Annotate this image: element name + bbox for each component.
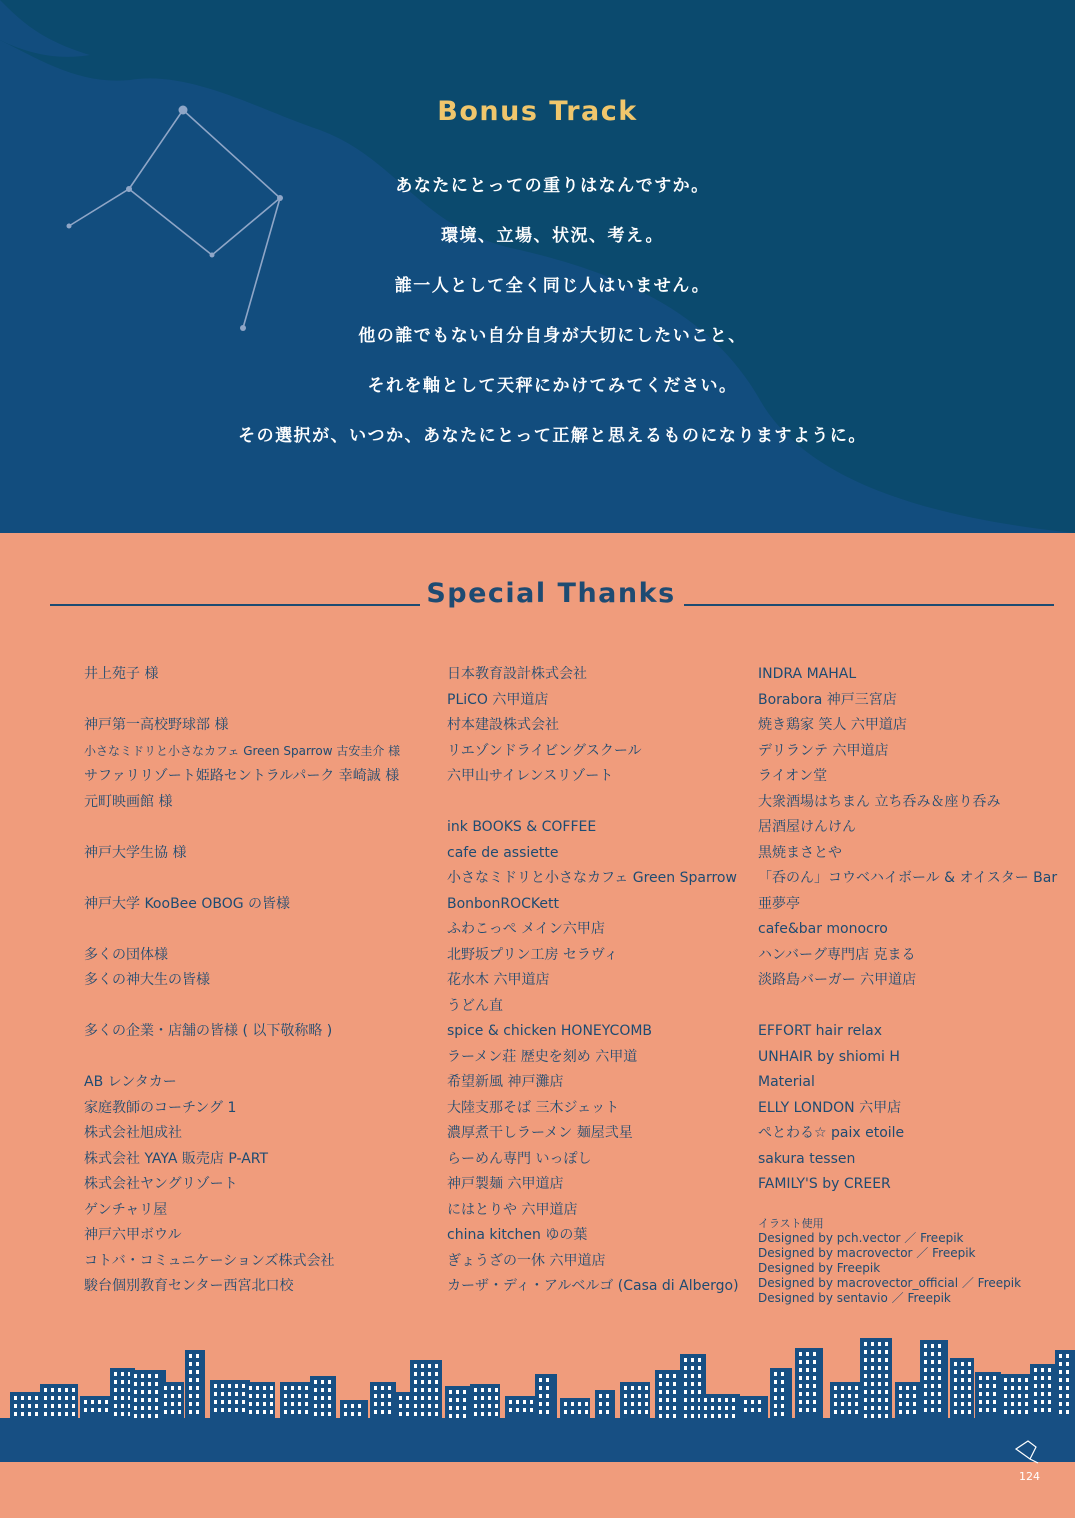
- credits-heading: イラスト使用: [758, 1217, 824, 1230]
- thanks-item: デリランテ 六甲道店: [758, 742, 889, 759]
- thanks-item: Material: [758, 1074, 815, 1090]
- thanks-item: 元町映画館 様: [84, 793, 173, 810]
- thanks-item: サファリリゾート姫路セントラルパーク 幸崎誠 様: [84, 768, 400, 784]
- page-number: 124: [1019, 1470, 1040, 1483]
- credit-line: Designed by pch.vector ／ Freepik: [758, 1231, 964, 1245]
- spacer: [758, 994, 1057, 1020]
- spacer: [84, 994, 400, 1020]
- thanks-column-2: [447, 662, 739, 1300]
- thanks-item: 神戸第一高校野球部 様: [84, 717, 229, 733]
- thanks-column-3: [758, 662, 1057, 1198]
- thanks-item: コトバ・コミュニケーションズ株式会社: [84, 1252, 335, 1269]
- message-line: 他の誰でもない自分自身が大切にしたいこと、: [358, 326, 747, 346]
- thanks-item: 井上苑子 様: [84, 666, 159, 682]
- illustration-credits: [758, 1216, 1021, 1306]
- thanks-item: 焼き鶏家 笑人 六甲道店: [758, 717, 907, 733]
- thanks-item: 駿台個別教育センター西宮北口校: [84, 1278, 294, 1294]
- credit-line: Designed by macrovector_official ／ Freepik: [758, 1276, 1022, 1290]
- thanks-item: EFFORT hair relax: [758, 1023, 883, 1039]
- thanks-item: ラーメン荘 歴史を刻め 六甲道: [447, 1048, 638, 1065]
- thanks-item: ライオン堂: [758, 768, 828, 784]
- thanks-item: 黒焼まさとや: [758, 844, 842, 861]
- thanks-item: 多くの企業・店舗の皆様 ( 以下敬称略 ): [84, 1023, 333, 1039]
- thanks-item: 神戸大学生協 様: [84, 844, 187, 861]
- thanks-item: 大衆酒場はちまん 立ち呑み＆座り呑み: [758, 793, 1001, 810]
- thanks-item: 日本教育設計株式会社: [447, 666, 587, 682]
- message-line: その選択が、いつか、あなたにとって正解と思えるものになりますように。: [238, 426, 867, 446]
- thanks-item: 濃厚煮干しラーメン 麺屋弐星: [447, 1125, 633, 1141]
- spacer: [84, 1045, 400, 1071]
- thanks-item: ふわこっぺ メイン六甲店: [447, 921, 605, 937]
- thanks-item: 小さなミドリと小さなカフェ Green Sparrow 古安圭介 様: [84, 743, 401, 758]
- thanks-item: 希望新風 神戸灘店: [447, 1074, 564, 1090]
- bonus-message: [0, 172, 1075, 472]
- thanks-item: 家庭教師のコーチング 1: [84, 1099, 237, 1116]
- thanks-item: 北野坂プリン工房 セラヴィ: [447, 946, 619, 963]
- thanks-item: china kitchen ゆの葉: [447, 1227, 588, 1243]
- city-skyline-illustration: [0, 1338, 1075, 1518]
- thanks-item: AB レンタカー: [84, 1074, 177, 1090]
- thanks-item: cafe&bar monocro: [758, 921, 888, 937]
- thanks-item: 大陸支那そば 三木ジェット: [447, 1099, 620, 1116]
- thanks-item: 株式会社旭成社: [84, 1125, 182, 1141]
- thanks-item: 花水木 六甲道店: [447, 972, 550, 988]
- message-line: 環境、立場、状況、考え。: [440, 226, 665, 246]
- pin-icon: [1012, 1437, 1044, 1465]
- credit-line: Designed by sentavio ／ Freepik: [758, 1291, 951, 1305]
- thanks-item: 株式会社 YAYA 販売店 P-ART: [84, 1150, 269, 1167]
- credit-line: Designed by Freepik: [758, 1261, 881, 1275]
- spacer: [84, 917, 400, 943]
- bonus-track-section: [0, 0, 1075, 533]
- thanks-item: INDRA MAHAL: [758, 666, 857, 682]
- thanks-item: Borabora 神戸三宮店: [758, 691, 897, 708]
- thanks-item: 多くの団体様: [84, 946, 168, 963]
- thanks-item: 神戸大学 KooBee OBOG の皆様: [84, 895, 291, 912]
- special-thanks-title: Special Thanks: [426, 578, 676, 609]
- thanks-item: ELLY LONDON 六甲店: [758, 1099, 902, 1116]
- message-line: 誰一人として全く同じ人はいません。: [394, 276, 711, 296]
- thanks-item: 亜夢亭: [758, 895, 800, 912]
- thanks-item: ハンバーグ専門店 克まる: [758, 946, 916, 963]
- thanks-item: リエゾンドライビングスクール: [447, 742, 642, 759]
- thanks-item: 居酒屋けんけん: [758, 819, 856, 835]
- spacer: [84, 815, 400, 841]
- thanks-item: cafe de assiette: [447, 844, 559, 861]
- thanks-item: sakura tessen: [758, 1150, 856, 1167]
- thanks-item: 神戸製麺 六甲道店: [447, 1176, 564, 1192]
- thanks-item: BonbonROCKett: [447, 895, 559, 912]
- thanks-item: ぎょうざの一休 六甲道店: [447, 1252, 606, 1269]
- thanks-item: 淡路島バーガー 六甲道店: [758, 972, 917, 988]
- credit-line: Designed by macrovector ／ Freepik: [758, 1246, 976, 1260]
- thanks-item: PLiCO 六甲道店: [447, 691, 549, 708]
- spacer: [84, 866, 400, 892]
- spacer: [447, 790, 739, 816]
- thanks-item: 多くの神大生の皆様: [84, 972, 210, 988]
- thanks-item: にはとりや 六甲道店: [447, 1201, 578, 1218]
- thanks-item: spice & chicken HONEYCOMB: [447, 1023, 653, 1039]
- thanks-item: ink BOOKS & COFFEE: [447, 819, 597, 835]
- message-line: あなたにとっての重りはなんですか。: [395, 176, 710, 196]
- message-line: それを軸として天秤にかけてみてください。: [367, 376, 738, 396]
- thanks-item: 株式会社ヤングリゾート: [84, 1176, 238, 1192]
- bonus-track-title: Bonus Track: [437, 96, 638, 127]
- thanks-column-1: [84, 662, 400, 1300]
- thanks-item: 「呑のん」コウベハイボール & オイスター Bar: [758, 870, 1058, 886]
- thanks-item: 村本建設株式会社: [447, 717, 559, 733]
- thanks-item: カーザ・ディ・アルベルゴ (Casa di Albergo): [447, 1278, 739, 1294]
- thanks-item: 六甲山サイレンスリゾート: [447, 768, 614, 784]
- thanks-item: らーめん専門 いっぽし: [447, 1150, 592, 1167]
- thanks-item: 小さなミドリと小さなカフェ Green Sparrow: [447, 870, 737, 886]
- thanks-item: FAMILY'S by CREER: [758, 1176, 891, 1192]
- thanks-item: 神戸六甲ボウル: [84, 1227, 182, 1243]
- spacer: [84, 688, 400, 714]
- thanks-item: うどん直: [447, 997, 503, 1014]
- thanks-item: ゲンチャリ屋: [84, 1201, 168, 1218]
- thanks-item: ぺとわる☆ paix etoile: [758, 1125, 905, 1141]
- thanks-item: UNHAIR by shiomi H: [758, 1048, 900, 1065]
